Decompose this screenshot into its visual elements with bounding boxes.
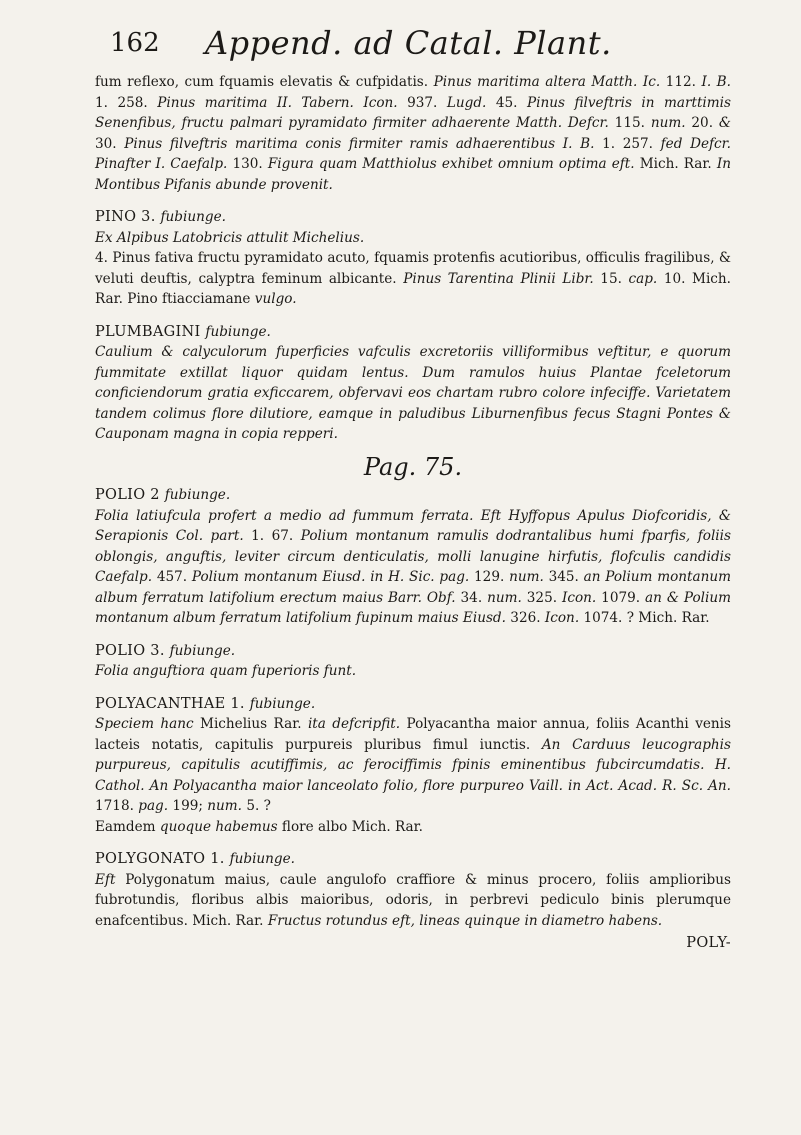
text: num. bbox=[509, 569, 544, 585]
entry-heading-note: fubiunge. bbox=[160, 209, 226, 225]
entry-text bbox=[95, 817, 731, 838]
text: 325. bbox=[521, 589, 562, 606]
text: ita defcripfit. bbox=[307, 716, 401, 732]
text: Icon. bbox=[544, 610, 580, 626]
entry-heading-note: fubiunge. bbox=[205, 323, 271, 340]
text: num. bbox=[487, 589, 522, 606]
entry-heading-note: fubiunge. bbox=[249, 695, 316, 712]
text: 1. 67. bbox=[243, 528, 301, 544]
text: 937. bbox=[397, 94, 447, 111]
text: Michelius Rar. bbox=[193, 716, 308, 732]
text: 199; bbox=[168, 798, 208, 814]
text: num. bbox=[207, 798, 242, 814]
entry-text bbox=[95, 714, 731, 817]
text: 112. bbox=[660, 74, 702, 90]
text: An Carduus leucographis purpureus, capitulis acutiffimis, ac ferociffimis fpinis eminentibus fubcircumdatis. H. Cathol. An Polyacantha maior lanceolato folio, flore purpureo Vaill. in Act. Acad. R. Sc. An. bbox=[95, 736, 731, 794]
text: Polygonatum maius, caule angulofo craffiore & minus procero, foliis amplioribus fubrotundis, floribus albis maioribus, odoris, in perbrevi pediculo binis plerumque enafcentibus. Mich. Rar. bbox=[95, 871, 731, 929]
entry-heading-note: fubiunge. bbox=[229, 851, 295, 867]
entry-text: Folia anguftiora quam fuperioris funt. bbox=[95, 663, 357, 679]
text: fum reflexo, cum fquamis elevatis & cufpidatis. bbox=[95, 74, 434, 90]
text: fed Defcr. Pinafter I. Caefalp. bbox=[95, 135, 731, 172]
text: flore albo Mich. Rar. bbox=[277, 818, 423, 835]
text: I. B. bbox=[701, 74, 731, 90]
text: 129. bbox=[469, 569, 510, 585]
running-title: Append. ad Catal. Plant. bbox=[205, 24, 612, 62]
text: Lugd. bbox=[446, 94, 487, 111]
entry-polygonato bbox=[95, 849, 731, 870]
entry-text bbox=[95, 506, 731, 629]
entry-heading: POLIO 2 bbox=[95, 487, 165, 503]
page-number: 162 bbox=[110, 28, 160, 58]
text: 115. bbox=[608, 115, 651, 131]
text: quoque habemus bbox=[159, 818, 278, 835]
text: Icon. bbox=[561, 589, 597, 606]
entry-heading: POLYACANTHAE 1. bbox=[95, 695, 250, 712]
text: 1074. ? Mich. Rar. bbox=[579, 610, 710, 626]
text: Figura quam Matthiolus exhibet omnium optima eft. bbox=[267, 156, 635, 172]
text: num. bbox=[650, 115, 686, 131]
entry-text bbox=[95, 248, 731, 310]
entry-polio-3 bbox=[95, 641, 731, 662]
text: Polium montanum ramulis dodrantalibus humi fparfis, foliis oblongis, anguftis, leviter circum denticulatis, molli lanugine hirfutis, flofculis candidis Caefalp. bbox=[95, 528, 731, 585]
text: Pinus filveftris maritima conis firmiter ramis adhaerentibus I. B. bbox=[124, 135, 595, 152]
text: Mich. Rar. bbox=[634, 156, 717, 172]
text: 45. bbox=[486, 94, 527, 111]
entry-polyacanthae bbox=[95, 694, 731, 715]
text: cap. bbox=[628, 270, 658, 287]
entry-heading: POLIO 3. bbox=[95, 642, 170, 659]
entry-heading: PINO 3. bbox=[95, 209, 161, 225]
page-header bbox=[110, 24, 711, 60]
entry-text: Ex Alpibus Latobricis attulit Michelius. bbox=[95, 229, 365, 246]
text: 20. bbox=[685, 115, 719, 131]
text: Speciem hanc bbox=[95, 716, 194, 732]
text: 326. bbox=[505, 610, 545, 626]
text: 457. bbox=[152, 569, 192, 585]
text: Polium montanum Eiusd. in H. Sic. pag. bbox=[191, 569, 470, 585]
text: Folia latiufcula profert a medio ad fummum ferrata. Eft Hyffopus Apulus Diofcoridis, & Serapionis Col. part. bbox=[95, 507, 731, 544]
text: 1079. bbox=[596, 589, 646, 606]
entry-text: Caulium & calyculorum fuperficies vafculis excretoriis villiformibus veftitur, e quorum fummitate extillat liquor quidam lentus. Dum ramulos huius Plantae fceletorum conficiendorum gratia exficcarem, obfervavi eos chartam rubro colore infeciffe. Varietatem tandem colimus flore dilutiore, eamque in paludibus Liburnenfibus fecus Stagni Pontes & Cauponam magna in copia repperi. bbox=[95, 344, 731, 442]
entry-pino bbox=[95, 207, 731, 228]
text: In Montibus Pifanis abunde provenit. bbox=[95, 156, 731, 193]
text: & bbox=[718, 115, 731, 131]
text: 1. 257. bbox=[594, 135, 661, 152]
entry-polio-2 bbox=[95, 485, 731, 506]
pinus-continuation bbox=[95, 72, 731, 195]
text: 15. bbox=[593, 270, 629, 287]
text: 5. ? bbox=[242, 798, 271, 814]
page-body bbox=[95, 72, 731, 954]
text: Fructus rotundus eft, lineas quinque in diametro habens. bbox=[267, 912, 663, 929]
entry-plumbagini bbox=[95, 322, 731, 343]
page-reference-heading: Pag. 75. bbox=[363, 452, 463, 481]
entry-text bbox=[95, 870, 731, 932]
text: 130. bbox=[227, 156, 268, 172]
text: Eamdem bbox=[95, 818, 160, 835]
text: 1. 258. bbox=[95, 94, 158, 111]
text: an & Polium montanum album ferratum latifolium fupinum maius Eiusd. bbox=[95, 589, 732, 626]
text: 345. bbox=[543, 569, 584, 585]
text: Pinus maritima altera Matth. Ic. bbox=[433, 74, 661, 90]
entry-heading: POLYGONATO 1. bbox=[95, 851, 230, 867]
text: 30. bbox=[95, 135, 125, 152]
text: vulgo. bbox=[254, 291, 297, 307]
entry-heading-note: fubiunge. bbox=[164, 487, 231, 503]
text: 4. Pinus fativa fructu pyramidato acuto, fquamis protenfis acutioribus, officulis fragilibus, & veluti deuftis, calyptra feminum albicante. bbox=[95, 250, 731, 287]
text: 34. bbox=[455, 589, 488, 606]
text: Pinus maritima II. Tabern. Icon. bbox=[157, 94, 398, 111]
text: 10. Mich. Rar. Pino ftiacciamane bbox=[95, 270, 731, 307]
entry-heading-note: fubiunge. bbox=[169, 642, 236, 659]
text: an Polium montanum album ferratum latifolium erectum maius Barr. Obf. bbox=[95, 569, 732, 606]
text: 1718. bbox=[95, 798, 139, 814]
entry-heading: PLUMBAGINI bbox=[95, 323, 206, 340]
text: Polyacantha maior annua, foliis Acanthi venis lacteis notatis, capitulis purpureis pluribus fimul iunctis. bbox=[95, 716, 731, 753]
catchword: POLY- bbox=[686, 935, 731, 951]
text: pag. bbox=[138, 798, 169, 814]
text: Pinus filveftris in marttimis Senenfibus, fructu palmari pyramidato firmiter adhaerente Matth. Defcr. bbox=[95, 94, 731, 131]
text: Eft bbox=[95, 871, 116, 888]
text: Pinus Tarentina Plinii Libr. bbox=[403, 270, 594, 287]
